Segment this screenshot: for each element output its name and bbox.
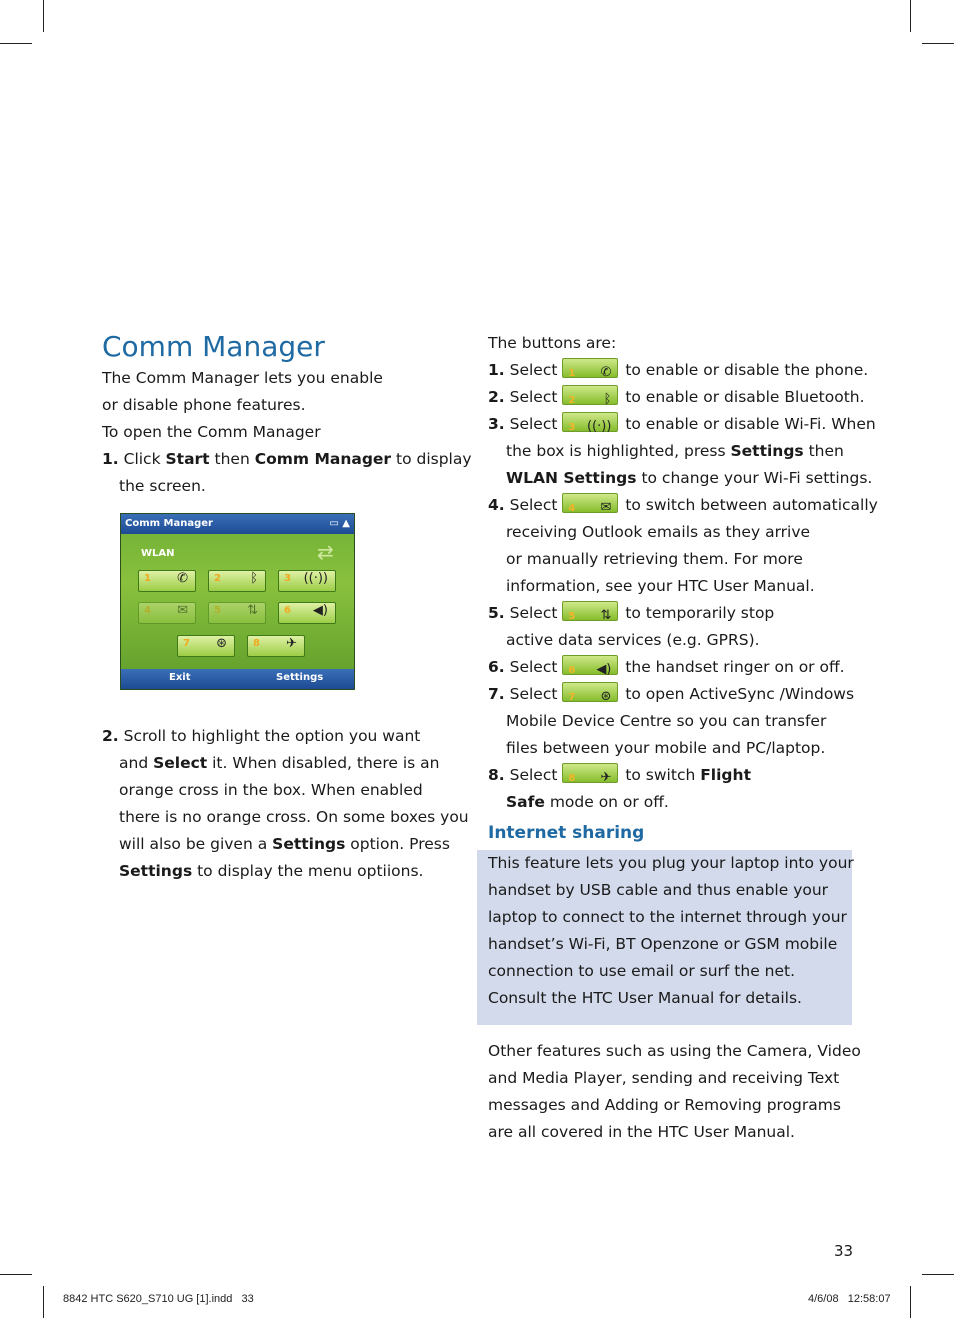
list-item — [488, 492, 878, 519]
speaker-icon: ◀) — [312, 603, 328, 618]
settings-softkey[interactable]: Settings — [276, 672, 324, 683]
step-text: and — [119, 754, 154, 772]
item-text: files between your mobile and PC/laptop. — [506, 739, 826, 757]
list-item — [488, 411, 878, 438]
wlan-label: WLAN — [141, 548, 175, 559]
button-number: 7 — [183, 638, 190, 649]
activesync-button-chip — [562, 682, 618, 702]
wifi-icon: ((·)) — [303, 571, 328, 586]
list-item — [488, 357, 878, 384]
item-text: to change your Wi-Fi settings. — [636, 469, 873, 487]
screenshot-title: Comm Manager — [125, 518, 213, 529]
activesync-button[interactable] — [177, 635, 235, 657]
step-text: to display the menu optiions. — [192, 862, 424, 880]
phone-icon: ✆ — [177, 571, 188, 586]
sharing-line: handset’s Wi-Fi, BT Openzone or GSM mobile — [488, 935, 838, 953]
step-text: orange cross in the box. When enabled — [119, 781, 423, 799]
flight-mode-button[interactable] — [247, 635, 305, 657]
chip-number: 3 — [568, 422, 576, 433]
other-line: are all covered in the HTC User Manual. — [488, 1123, 795, 1141]
email-toggle-button[interactable] — [138, 602, 196, 624]
item-text: Select — [509, 685, 558, 703]
wlan-settings-label: WLAN Settings — [506, 469, 637, 487]
item-text: then — [803, 442, 844, 460]
bluetooth-icon: ᛒ — [250, 571, 258, 586]
crop-mark — [922, 43, 954, 44]
speaker-icon: ◀) — [596, 662, 612, 677]
item-text: Mobile Device Centre so you can transfer — [506, 712, 827, 730]
sharing-line: connection to use email or surf the net. — [488, 962, 796, 980]
intro-line: To open the Comm Manager — [102, 423, 321, 441]
bluetooth-toggle-button[interactable] — [208, 570, 266, 592]
item-number: 5. — [488, 604, 505, 622]
intro-line: The Comm Manager lets you enable — [102, 369, 383, 387]
item-text: receiving Outlook emails as they arrive — [506, 523, 811, 541]
item-text: the box is highlighted, press — [506, 442, 731, 460]
item-text: to enable or disable the phone. — [620, 361, 869, 379]
button-number: 3 — [284, 573, 291, 584]
step-text: will also be given a — [119, 835, 273, 853]
sharing-line: laptop to connect to the internet through your — [488, 908, 847, 926]
phone-toggle-button[interactable] — [138, 570, 196, 592]
settings-label: Settings — [119, 862, 193, 880]
other-line: messages and Adding or Removing programs — [488, 1096, 841, 1114]
wifi-icon: ((·)) — [586, 419, 612, 434]
list-item — [488, 384, 878, 411]
button-number: 6 — [284, 605, 291, 616]
internet-sharing-heading: Internet sharing — [488, 823, 645, 843]
item-text: to switch between automatically — [620, 496, 878, 514]
button-number: 2 — [214, 573, 221, 584]
settings-label: Settings — [272, 835, 346, 853]
buttons-intro: The buttons are: — [488, 334, 617, 352]
softkey-bar — [121, 669, 354, 689]
button-number: 1 — [144, 573, 151, 584]
slug-timestamp: 4/6/08 12:58:07 — [808, 1293, 891, 1305]
settings-label: Settings — [730, 442, 804, 460]
other-line: and Media Player, sending and receiving Text — [488, 1069, 840, 1087]
exit-softkey[interactable]: Exit — [169, 672, 191, 683]
page-title: Comm Manager — [102, 330, 325, 363]
step-number: 2. — [102, 727, 119, 745]
other-line: Other features such as using the Camera, Video — [488, 1042, 861, 1060]
chip-number: 8 — [568, 773, 576, 784]
chip-number: 5 — [568, 611, 576, 622]
start-label: Start — [165, 450, 210, 468]
item-number: 3. — [488, 415, 505, 433]
phone-icon: ✆ — [600, 365, 612, 380]
select-label: Select — [153, 754, 208, 772]
intro-line: or disable phone features. — [102, 396, 306, 414]
email-button-chip — [562, 493, 618, 513]
data-toggle-button[interactable] — [208, 602, 266, 624]
item-number: 8. — [488, 766, 505, 784]
item-text: mode on or off. — [544, 793, 669, 811]
item-text: to open ActiveSync /Windows — [620, 685, 855, 703]
item-text: Select — [509, 766, 558, 784]
item-text: to enable or disable Bluetooth. — [620, 388, 865, 406]
wifi-toggle-button[interactable] — [278, 570, 336, 592]
activesync-icon: ⊛ — [600, 689, 612, 704]
step-number: 1. — [102, 450, 119, 468]
item-text: to switch — [620, 766, 701, 784]
other-features-text — [488, 1038, 861, 1146]
item-text: to temporarily stop — [620, 604, 775, 622]
chip-number: 1 — [568, 368, 576, 379]
ringer-button-chip — [562, 655, 618, 675]
item-text: Select — [509, 388, 558, 406]
item-number: 4. — [488, 496, 505, 514]
step-text: Scroll to highlight the option you want — [123, 727, 421, 745]
list-item — [488, 600, 878, 627]
slug-filename: 8842 HTC S620_S710 UG [1].indd 33 — [63, 1293, 254, 1305]
airplane-icon: ✈ — [600, 770, 612, 785]
list-item — [488, 681, 878, 708]
data-button-chip — [562, 601, 618, 621]
step-text: it. When disabled, there is an — [207, 754, 440, 772]
mail-icon: ✉ — [600, 500, 612, 515]
mail-icon: ✉ — [177, 603, 188, 618]
sharing-line: handset by USB cable and thus enable your — [488, 881, 829, 899]
step-text: then — [209, 450, 255, 468]
comm-manager-screenshot — [120, 513, 355, 690]
ringer-toggle-button[interactable] — [278, 602, 336, 624]
sharing-line: Consult the HTC User Manual for details. — [488, 989, 802, 1007]
signal-icon: ▭ ▲ — [329, 518, 350, 529]
sync-icon: ⇄ — [317, 540, 334, 564]
button-number: 5 — [214, 605, 221, 616]
flight-label: Flight — [700, 766, 751, 784]
item-number: 6. — [488, 658, 505, 676]
step-text: the screen. — [119, 477, 206, 495]
wifi-button-chip — [562, 412, 618, 432]
step-text: option. Press — [345, 835, 450, 853]
item-text: to enable or disable Wi-Fi. When — [620, 415, 876, 433]
airplane-icon: ✈ — [286, 636, 297, 651]
item-text: Select — [509, 658, 558, 676]
activesync-icon: ⊛ — [216, 636, 227, 651]
step-1 — [102, 446, 472, 500]
step-text: to display — [391, 450, 472, 468]
flight-mode-button-chip — [562, 763, 618, 783]
data-icon: ⇅ — [600, 608, 612, 623]
item-text: active data services (e.g. GPRS). — [506, 631, 760, 649]
item-number: 1. — [488, 361, 505, 379]
item-text: information, see your HTC User Manual. — [506, 577, 815, 595]
crop-mark — [0, 43, 32, 44]
item-number: 2. — [488, 388, 505, 406]
sharing-line: This feature lets you plug your laptop into your — [488, 854, 854, 872]
crop-mark — [910, 0, 911, 32]
item-number: 7. — [488, 685, 505, 703]
bluetooth-icon: ᛒ — [603, 392, 612, 407]
chip-number: 4 — [568, 503, 576, 514]
item-text: or manually retrieving them. For more — [506, 550, 803, 568]
item-text: Select — [509, 415, 558, 433]
screenshot-titlebar — [121, 514, 354, 534]
internet-sharing-text — [488, 850, 854, 1012]
item-text: Select — [509, 496, 558, 514]
chip-number: 2 — [568, 395, 576, 406]
comm-manager-label: Comm Manager — [254, 450, 392, 468]
buttons-list — [488, 330, 878, 816]
step-2 — [102, 723, 469, 885]
step-text: Click — [123, 450, 166, 468]
item-text: Select — [509, 604, 558, 622]
chip-number: 6 — [568, 665, 576, 676]
crop-mark — [922, 1274, 954, 1275]
crop-mark — [910, 1286, 911, 1318]
list-item — [488, 762, 878, 789]
phone-button-chip — [562, 358, 618, 378]
data-icon: ⇅ — [247, 603, 258, 618]
bluetooth-button-chip — [562, 385, 618, 405]
crop-mark — [0, 1274, 32, 1275]
chip-number: 7 — [568, 692, 576, 703]
safe-label: Safe — [506, 793, 545, 811]
button-number: 8 — [253, 638, 260, 649]
item-text: the handset ringer on or off. — [620, 658, 845, 676]
crop-mark — [43, 1286, 44, 1318]
button-number: 4 — [144, 605, 151, 616]
page-number: 33 — [834, 1242, 854, 1260]
item-text: Select — [509, 361, 558, 379]
list-item — [488, 654, 878, 681]
crop-mark — [43, 0, 44, 32]
step-text: there is no orange cross. On some boxes you — [119, 808, 469, 826]
intro-text — [102, 365, 383, 446]
